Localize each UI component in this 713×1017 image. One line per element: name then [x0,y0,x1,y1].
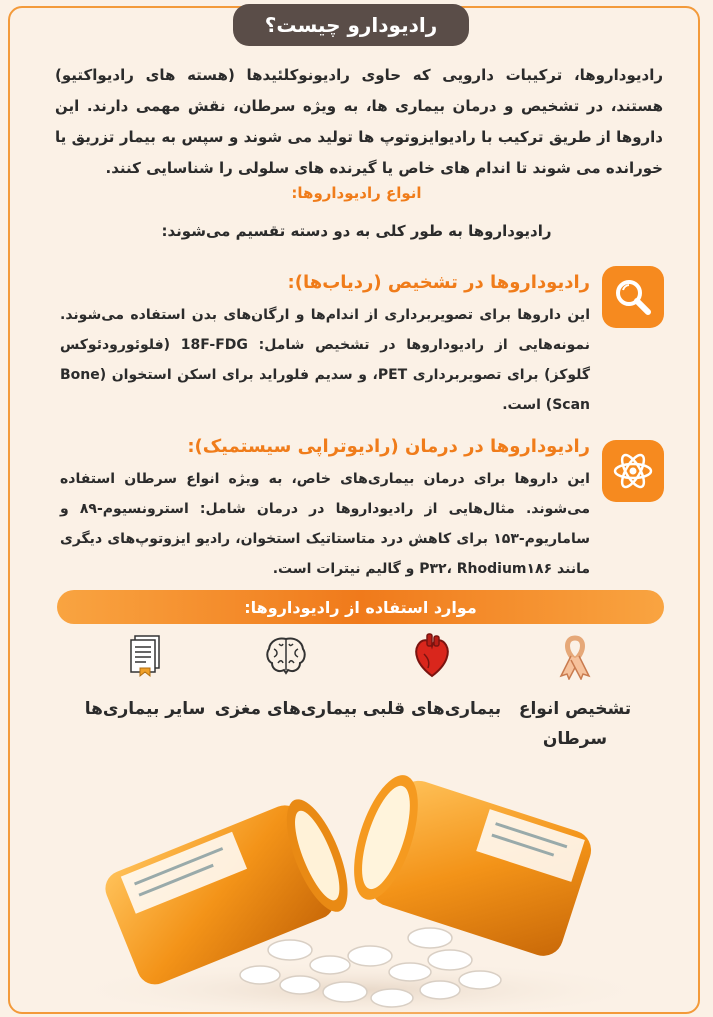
use-item-cancer [500,632,650,754]
section-diagnosis-title: رادیوداروها در تشخیص (ردیاب‌ها): [287,272,590,293]
cancer-ribbon-icon [500,632,650,680]
types-heading: انواع رادیوداروها: [291,184,422,202]
use-item-other [70,632,220,724]
uses-heading: موارد استفاده از رادیوداروها: [57,590,664,624]
page-title: رادیودارو چیست؟ [233,4,469,46]
types-subheading: رادیوداروها به طور کلی به دو دسته تقسیم می‌شوند: [161,222,552,240]
section-diagnosis-body: این داروها برای تصویربرداری از اندام‌ها و ارگان‌های بدن استفاده می‌شوند. نمونه‌هایی از رادیوداروها در تشخیص شامل: 18F-FDG (فلوئورودئوکس گلوکز) برای تصویربرداری PET، و سدیم فلوراید برای اسکن استخوان (Bone Scan) است. [60,307,590,413]
pill-bottles-illustration [0,760,713,1017]
magnifier-icon [602,266,664,328]
use-label-cancer: تشخیص انواع سرطان [518,699,632,749]
atom-icon [602,440,664,502]
use-item-brain [211,632,361,724]
heart-icon [357,632,507,680]
document-icon [70,632,220,680]
use-label-other: سایر بیماری‌ها [84,699,206,719]
intro-paragraph: رادیوداروها، ترکیبات دارویی که حاوی رادیونوکلئیدها (هسته های رادیواکتیو) هستند، در تشخیص و درمان بیماری ها، به ویژه سرطان، نقش مهمی دارند. این داروها از طریق ترکیب با رادیوایزوتوپ ها تولید می شوند و سپس به بیمار تزریق یا خورانده می شوند تا اندام های خاص یا گیرنده های سلولی را شناسایی کنند. [55,66,663,177]
use-label-heart: بیماری‌های قلبی [362,699,502,719]
brain-icon [211,632,361,680]
use-label-brain: بیماری‌های مغزی [214,699,358,719]
use-item-heart [357,632,507,724]
section-therapy-body: این داروها برای درمان بیماری‌های خاص، به ویژه انواع سرطان استفاده می‌شوند. مثال‌هایی از رادیوداروها در درمان شامل: استرونسیوم-۸۹ و ساماریوم-۱۵۳ برای کاهش درد متاستاتیک استخوان، رادیو ایزوتوپ‌های دیگری مانند P۳۲، Rhodium۱۸۶ و گالیم نیترات است. [60,471,590,577]
section-therapy-title: رادیوداروها در درمان (رادیوتراپی سیستمیک): [187,436,590,457]
